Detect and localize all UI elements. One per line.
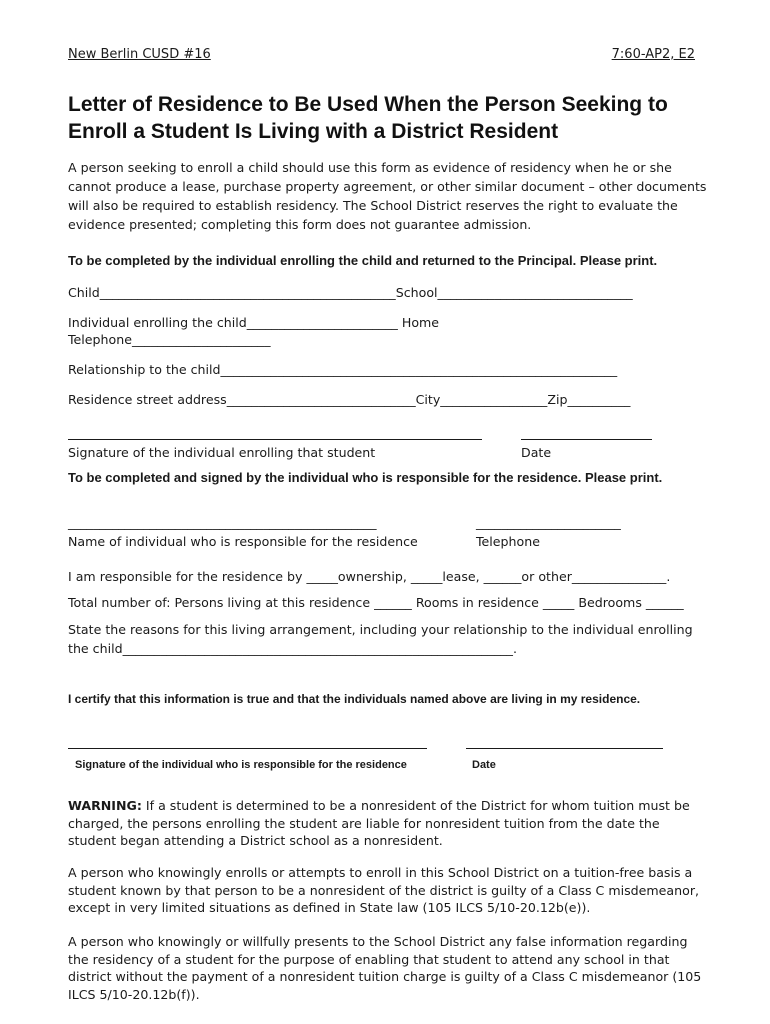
date-label-enroller: Date	[521, 445, 552, 460]
date-line-resident[interactable]	[466, 748, 663, 749]
date-line-enroller[interactable]	[521, 439, 652, 440]
misdemeanor-notice-2: A person who knowingly or willfully presents to the School District any false information regarding the residency of a student for the purpose of enabling that student to attend any school in that district without the payment of a nonresident tuition charge is guilty of a Class C misdemeanor (105 ILCS 5/10-20.12b(f)).	[68, 934, 702, 1002]
signature-line-resident[interactable]	[68, 748, 427, 749]
responsible-phone-label: Telephone	[476, 534, 540, 549]
responsible-phone-line[interactable]: _______________________	[476, 515, 621, 530]
date-label-resident: Date	[472, 759, 496, 771]
certification-statement: I certify that this information is true and that the individuals named above are living in my residence.	[68, 692, 641, 706]
district-name: New Berlin CUSD #16	[68, 47, 211, 62]
section1-heading: To be completed by the individual enrolling the child and returned to the Principal. Please print.	[68, 253, 658, 268]
address-field[interactable]: Residence street address______________________________City_________________Zip__________	[68, 392, 631, 407]
responsible-name-line[interactable]: _________________________________________________	[68, 515, 377, 530]
telephone-field[interactable]: Telephone______________________	[68, 332, 271, 347]
responsible-name-label: Name of individual who is responsible for the residence	[68, 534, 418, 549]
intro-paragraph: A person seeking to enroll a child should use this form as evidence of residency when he or she cannot produce a lease, purchase property agreement, or other similar document – other documents will also be required to establish residency. The School District reserves the right to evaluate the evidence presented; completing this form does not guarantee admission.	[68, 160, 707, 232]
warning-text: If a student is determined to be a nonresident of the District for whom tuition must be charged, the persons enrolling the student are liable for nonresident tuition from the date the student began attending a District school as a nonresident.	[68, 798, 690, 848]
relationship-field[interactable]: Relationship to the child_______________________________________________________________	[68, 362, 618, 377]
misdemeanor-notice-1: A person who knowingly enrolls or attempts to enroll in this School District on a tuition-free basis a student known by that person to be a nonresident of the district is guilty of a Class C misdemeanor, except in very limited situations as defined in State law (105 ILCS 5/10-20.12b(e)).	[68, 865, 700, 915]
signature-label-resident: Signature of the individual who is responsible for the residence	[75, 759, 407, 771]
responsibility-type-field[interactable]: I am responsible for the residence by _____ownership, _____lease, ______or other_______________.	[68, 569, 671, 584]
signature-line-enroller[interactable]	[68, 439, 482, 440]
enroller-field[interactable]: Individual enrolling the child________________________ Home	[68, 315, 440, 330]
section2-heading: To be completed and signed by the individual who is responsible for the residence. Please print.	[68, 470, 663, 485]
child-school-field[interactable]: Child_______________________________________________School_______________________________	[68, 285, 633, 300]
warning-paragraph	[68, 797, 708, 850]
warning-label: WARNING:	[68, 798, 142, 813]
page-title: Letter of Residence to Be Used When the Person Seeking to Enroll a Student Is Living with a District Resident	[68, 93, 668, 143]
reasons-field[interactable]: State the reasons for this living arrangement, including your relationship to the individual enrolling the child______________________________________________________________.	[68, 622, 693, 656]
household-totals-field[interactable]: Total number of: Persons living at this residence ______ Rooms in residence _____ Bedrooms ______	[68, 595, 684, 610]
policy-code: 7:60-AP2, E2	[611, 47, 695, 62]
signature-label-enroller: Signature of the individual enrolling that student	[68, 445, 376, 460]
